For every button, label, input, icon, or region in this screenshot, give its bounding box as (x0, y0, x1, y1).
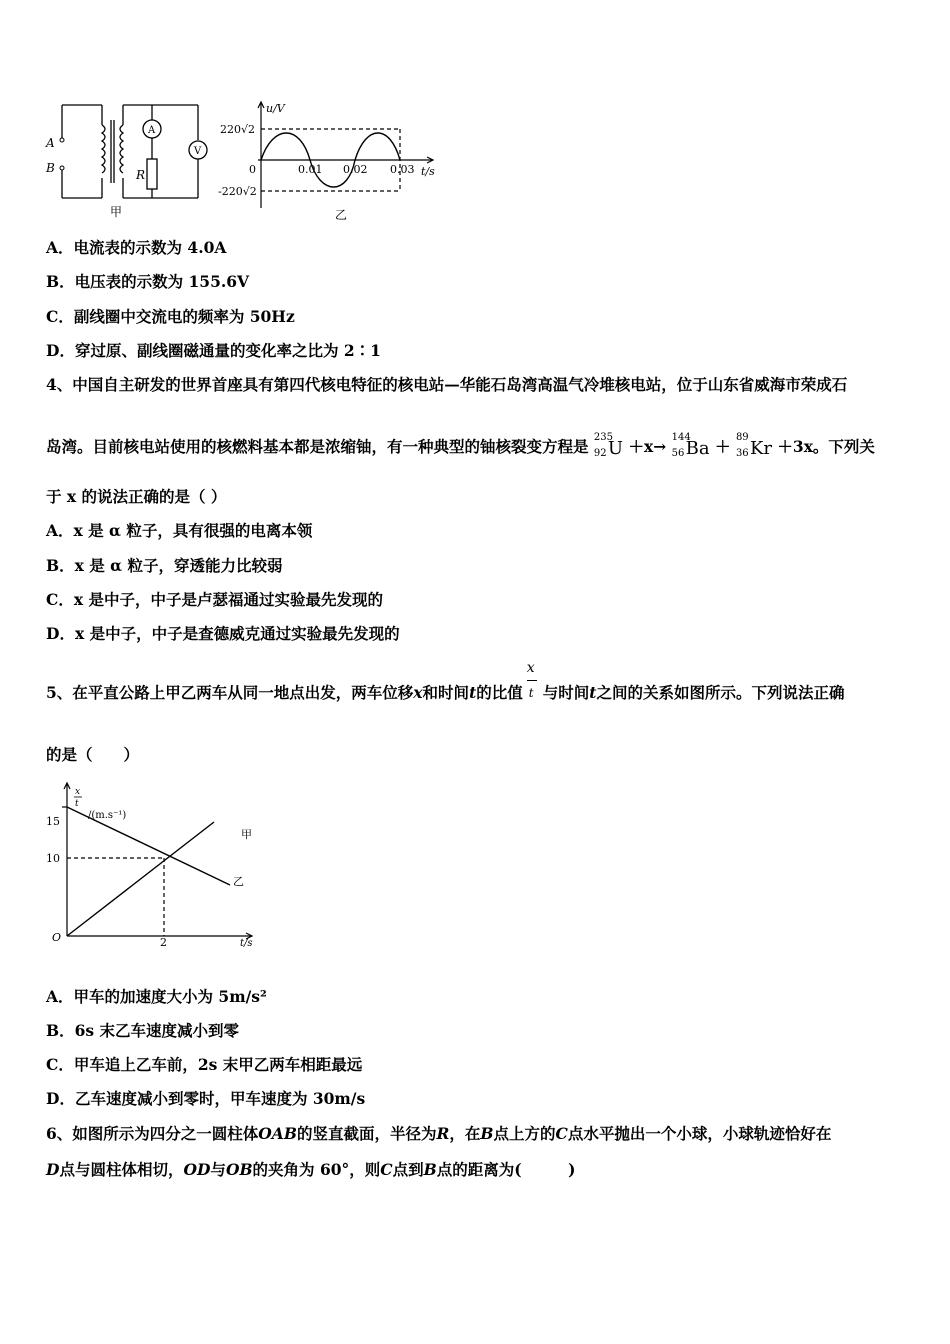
q5-text-a: 5、在平直公路上甲乙两车从同一地点出发，两车位移 (46, 683, 414, 702)
terminal-a (60, 138, 64, 142)
label-a: A (46, 136, 55, 150)
q4-stem-line2 (46, 431, 875, 459)
caption-jia: 甲 (110, 205, 123, 219)
q6-r: R (436, 1124, 450, 1143)
primary-coil (102, 125, 105, 173)
q4-option-d: D．x 是中子，中子是查德威克通过实验最先发现的 (46, 624, 400, 643)
q6-text-h: 的夹角为 60°，则 (252, 1160, 381, 1179)
q6-b: B (480, 1124, 494, 1143)
q5-series-yi-label: 乙 (233, 875, 244, 888)
q4-option-a: A．x 是 α 粒子，具有很强的电离本领 (46, 521, 313, 540)
voltage-graph (218, 98, 443, 223)
nuclide-kr89: 89 36 Kr (735, 431, 772, 459)
terminal-b (60, 166, 64, 170)
y-max-label: 220√2 (220, 123, 256, 136)
q4-stem-line3: 于 x 的说法正确的是（ ） (46, 487, 227, 506)
q5-unit-label: /(m.s⁻¹) (88, 810, 127, 821)
transformer-circuit-figure (40, 95, 220, 220)
q5-option-a: A．甲车的加速度大小为 5m/s² (46, 987, 267, 1006)
q6-d: D (46, 1160, 60, 1179)
q6-ob: OB (225, 1160, 253, 1179)
q6-c: C (555, 1124, 568, 1143)
q3-option-d: D．穿过原、副线圈磁通量的变化率之比为 2∶1 (46, 341, 381, 360)
q4-option-b: B．x 是 α 粒子，穿透能力比较弱 (46, 556, 283, 575)
series-line-jia (67, 822, 214, 936)
q5-option-d: D．乙车速度减小到零时，甲车速度为 30m/s (46, 1089, 366, 1108)
q5-y-tick-10: 10 (46, 852, 60, 865)
q6-text-b: 的竖直截面，半径为 (296, 1124, 437, 1143)
q4-stem-line1: 4、中国自主研发的世界首座具有第四代核电特征的核电站—华能石岛湾高温气冷堆核电站，位于山东省威海市荣成石 (46, 375, 848, 394)
q6-text-c: ，在 (449, 1124, 481, 1143)
resistor-label: R (136, 168, 146, 182)
q3-option-b: B．电压表的示数为 155.6V (46, 272, 250, 291)
q6-stem-line2 (46, 1158, 575, 1180)
q3-option-a: A．电流表的示数为 4.0A (46, 238, 227, 257)
tick-001: 0.01 (298, 163, 323, 176)
q4-option-c: C．x 是中子，中子是卢瑟福通过实验最先发现的 (46, 590, 383, 609)
q5-text-b: 和时间 (422, 683, 470, 702)
q5-option-c: C．甲车追上乙车前，2s 末甲乙两车相距最远 (46, 1055, 363, 1074)
q4-stem-prefix: 岛湾。目前核电站使用的核燃料基本都是浓缩铀，有一种典型的铀核裂变方程是 (46, 437, 589, 456)
q6-od: OD (183, 1160, 211, 1179)
q5-y-label-den: t (75, 799, 79, 809)
q6-text-e: 点水平抛出一个小球，小球轨迹恰好在 (567, 1124, 832, 1143)
secondary-coil (120, 125, 123, 173)
ammeter-symbol: A (148, 125, 156, 136)
q5-text-d: 与时间 (542, 683, 590, 702)
q5-x-label: t/s (240, 938, 253, 949)
q5-x-tick-2: 2 (160, 936, 167, 949)
q6-c-2: C (380, 1160, 393, 1179)
q6-text-i: 点到 (392, 1160, 424, 1179)
q5-y-tick-15: 15 (46, 815, 60, 828)
q5-y-label-num: x (75, 787, 81, 797)
var-x: x (413, 683, 423, 702)
nuclide-ba144: 144 56 Ba (671, 431, 710, 459)
resistor (147, 159, 157, 189)
voltmeter-symbol: V (194, 146, 202, 157)
q5-origin: O (52, 931, 62, 944)
y-min-label: -220√2 (218, 185, 257, 198)
origin-label: 0 (249, 163, 256, 176)
q6-text-f: 点与圆柱体相切， (59, 1160, 184, 1179)
q6-stem-line1 (46, 1122, 831, 1144)
q5-stem-line1: 5、在平直公路上甲乙两车从同一地点出发，两车位移x和时间t的比值 $\frac{x}{t}$ 与时间t之间的关系如图所示。下列说法正确 (46, 660, 845, 702)
q5-option-b: B．6s 末乙车速度减小到零 (46, 1021, 240, 1040)
q6-b-2: B (423, 1160, 437, 1179)
q6-text-g: 与 (210, 1160, 226, 1179)
x-axis-label: t/s (421, 165, 435, 178)
nuclide-u235: 235 92 U (593, 431, 624, 459)
tick-002: 0.02 (343, 163, 368, 176)
y-axis-label: u/V (266, 102, 285, 115)
caption-yi: 乙 (335, 208, 348, 222)
plus-x-arrow: ＋x→ (628, 437, 667, 456)
q5-text-c: 的比值 (476, 683, 523, 702)
q3-option-c: C．副线圈中交流电的频率为 50Hz (46, 307, 295, 326)
label-b: B (46, 161, 55, 175)
q6-text-j: 点的距离为( ) (436, 1160, 576, 1179)
plus-sign: ＋ (715, 437, 731, 456)
q4-stem-suffix: ＋3x。下列关 (777, 437, 875, 456)
var-t-2: t (589, 683, 597, 702)
q5-series-jia-label: 甲 (241, 828, 252, 841)
q5-stem-line2: 的是（ ） (46, 745, 140, 764)
q5-text-e: 之间的关系如图所示。下列说法正确 (596, 683, 845, 702)
var-t: t (469, 683, 477, 702)
q6-text-d: 点上方的 (493, 1124, 556, 1143)
q6-oab: OAB (258, 1124, 297, 1143)
q6-text-a: 6、如图所示为四分之一圆柱体 (46, 1124, 259, 1143)
tick-003: 0.03 (390, 163, 415, 176)
q5-velocity-graph (40, 778, 270, 958)
